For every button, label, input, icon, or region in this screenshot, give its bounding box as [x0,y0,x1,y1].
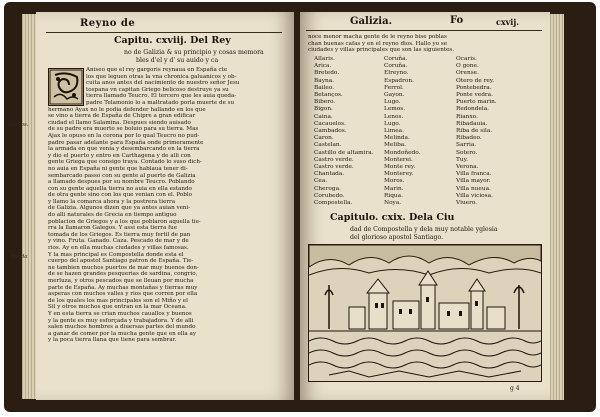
header-rule-right [306,30,542,31]
town-name: Verona. [456,164,479,171]
body-line: de otra gente sino con los que venian con el. Poblo [48,192,193,199]
town-name: Arica. [314,63,332,70]
chapter-subtitle-right-2: del glorioso apostol Santiago. [350,234,444,241]
body-line: y vino. Fruta. Ganado. Caza. Pescado de mar y de [48,238,189,245]
town-name: Elreyno. [384,70,409,77]
town-name: Riqua. [384,192,403,199]
town-name: Lugo. [384,120,401,127]
town-name: Mondoñedo. [384,149,421,156]
intro-line: chan buenas cafas y en el reyno dios. Hallo yo se [308,40,448,47]
town-name: Coruña. [384,56,408,62]
town-name: Monte rey. [384,164,416,171]
town-name: Bayna. [314,77,335,84]
town-name: Sotero. [456,149,478,156]
body-line: Ajax le opuso en la corona por lo qual Teucro no pud- [48,132,200,139]
body-line: Y en esta tierra se crian muchos cauallos y buenos [48,310,192,317]
body-line: padre Telamonio lo a maltratado porla muerte de su [86,99,235,106]
town-list-col-2 [384,56,420,207]
town-name: Cacauelos. [314,120,346,127]
chapter-title-right: Capitulo. cxix. Dela Ciu [330,212,455,223]
body-text-left [48,67,284,344]
town-name: Ribadauia. [456,120,488,127]
intro-line: ciudades y villas principales que son las siguientes. [308,47,455,54]
body-line: no auia en España ni gente que hablaua tener di- [48,165,188,172]
town-name: Bigon. [314,106,333,113]
body-line: asperas con muchos valles y rios que corren por ella [48,291,198,298]
chapter-subtitle-right-1: dad de Compostella y dela muy notable yglesia [350,226,498,233]
body-line: se vino a tierra de España de Chipre a gran edificar [48,113,196,120]
town-name: Limea. [384,128,404,135]
town-name: O gone. [456,63,479,70]
town-name: Monterei. [384,156,413,163]
woodcut-city-illustration [308,244,542,382]
folio-number: cxvij. [496,17,520,27]
body-line: sembarcado passo con su gente al puerto de Galizia [48,172,196,179]
body-line: gente Griega que consigo traya. Contado lo suso dich- [48,159,202,166]
town-name: Rianxo. [456,113,478,120]
margin-note-2: Mioda [10,254,28,260]
town-name: Baileo. [314,84,335,91]
town-name: Monterey. [384,171,414,178]
town-name: Cheroga. [314,185,341,192]
body-line: Aniseo que el rey gargoris reynaua en España cte [86,67,228,73]
town-name: Caina. [314,113,333,120]
town-name: Marin. [384,185,404,192]
town-name: Otero de rey. [456,77,495,84]
chapter-subtitle-left-2: bles d'el y d' su auido y ca [136,57,219,64]
body-line: tomada de los Griegos. Es tierra muy fertil de pan [48,231,191,238]
town-name: Lenos. [384,113,404,120]
signature-mark: g 4 [510,385,520,392]
body-line: merluza, y otros pescados que se lleuan por mucha [48,278,194,284]
town-name: Moros. [384,178,405,185]
body-line: ciudad el llamo Salamina. Despues siendo auisado [48,119,191,126]
body-line: tierra llamado Teucro. El tercero que les auia queda- [86,93,237,100]
town-name: Orense. [456,70,479,77]
town-name: Castillo de altamira. [314,149,374,156]
woodcut-city-icon [309,245,541,381]
body-line: tospana vn capitan Griego belicoso destruye ya su [86,86,229,93]
town-name: Cea. [314,178,328,185]
body-line: poblacion de Griegos y a los que poblaron aquella tie- [48,218,201,225]
town-name: Villa mayor. [456,178,491,185]
town-name: Lemos. [384,106,406,113]
town-name: Castelan. [314,142,342,149]
body-line: a ganar de comer por la mucha gente que en ella ay [48,330,197,337]
town-name: Chantada. [314,171,345,178]
town-name: Villa franca. [456,171,492,178]
body-line: Sil y otros muchos que entran en la mar Oceana. [48,304,187,311]
town-name: Ocaris. [456,56,477,62]
chapter-subtitle-left-1: no de Galizia & su principio y cosas memora [124,49,264,56]
town-name: Ponte vedra. [456,92,493,99]
town-name: Sarria. [456,142,477,149]
body-line: cuerpo del apostol Santiago patron de España. Tie- [48,258,194,265]
town-name: Castro verde. [314,164,354,171]
town-list-col-3 [456,56,497,207]
body-line: do alli naturales de Grecia en tiempo antiguo [48,212,177,219]
town-name: Pontebedra. [456,84,492,91]
town-name: Lugo. [384,99,401,106]
body-line: y la poca tierra llana que tiene para sembrar. [48,337,177,344]
running-head-right: Galizia. [350,16,393,27]
town-name: Coruña. [384,63,408,70]
town-name: Ferrol. [384,84,404,91]
town-name: Caron. [314,135,334,142]
body-line: y la gente es muy esforçada y trabajadora. Y de alli [48,317,194,324]
intro-line: noce menor macha gente de le reyno bise poblas [308,34,447,40]
town-name: Viuero. [456,200,478,207]
right-page [300,12,550,400]
running-head-left: Reyno de [80,18,136,29]
body-line: ne tambien muchos puertos de mar muy buenos don- [48,264,199,271]
town-name: Castro verde. [314,156,354,163]
body-line: la armada en que venia y desembarcando en la tierra [48,146,200,153]
body-line: y dio el puerto y entro en Carthagena y de alli con [48,152,191,159]
town-name: Compostella. [314,200,353,207]
intro-text-right [308,34,542,54]
body-line: parte de España. Ay muchas montañas y tierras muy [48,284,198,291]
town-name: Espadron. [384,77,414,84]
body-line: cuita anos antes del nacimiento de nuestro señor Jesu [86,80,240,87]
left-page [36,12,294,400]
town-name: Riba de sila. [456,128,493,135]
town-name: Allaris. [314,56,335,62]
town-name: Redondela. [456,106,490,113]
header-rule-left [46,32,282,33]
page-edges-left [22,14,36,399]
body-line: de se hazen grandes pesquerias de sardina, congrio, [48,271,198,278]
town-name: Bibero. [314,99,336,106]
body-line: a llamado despues por su nombre Teucro. Poblando [48,179,195,186]
town-name: Villa viciosa. [456,192,493,199]
folio-label: Fo [450,15,464,26]
town-name: Tuy. [456,156,468,163]
town-list-col-1 [314,56,374,207]
body-line: de Galizia. Algunos dizen que ya antes auian veni- [48,205,191,212]
body-line: de los quales los mas principales son el Miño y el [48,297,188,304]
town-name: Meliba. [384,142,407,149]
body-line: salen muchos hombres a diuersas partes del mundo [48,324,196,331]
page-edges-right [548,14,564,400]
town-name: Cambados. [314,128,347,135]
town-name: Puerto marin. [456,99,497,106]
town-name: Noya. [384,200,402,207]
body-line: Y la mas principal es Compostella donde esta el [48,251,184,258]
body-line: con su gente aquella tierra no auia en ella estando [48,185,192,192]
body-line: padre pasar adelante para España onde primeramente [48,139,204,146]
body-line: rios. Ay en ella muchas ciudades y villas famosas. [48,245,189,252]
town-name: Melinda. [384,135,410,142]
town-name: Gayon. [384,92,405,99]
town-name: Corubedo. [314,192,345,199]
body-line: y llamo la comarca ahora y la postrera tierra [48,198,176,205]
town-name: Bretedo. [314,70,340,77]
chapter-title-left: Capitu. cxviij. Del Rey [114,35,231,46]
body-line: rra la llamaron Galegos. Y assi esta tierra fue [48,225,178,232]
body-line: de su padre era muerto se boluio para su tierra. Mas [48,126,199,133]
margin-note-1: Bolbos. [8,122,29,128]
body-line: hermano Ayax no le podia defender hallando en los que [48,106,206,113]
town-name: Betanços. [314,92,343,99]
body-line: los que leguen otras la vna chronica galuanicos y ob- [86,73,237,80]
town-name: Villa nueua. [456,185,491,192]
town-name: Ribadeo. [456,135,482,142]
